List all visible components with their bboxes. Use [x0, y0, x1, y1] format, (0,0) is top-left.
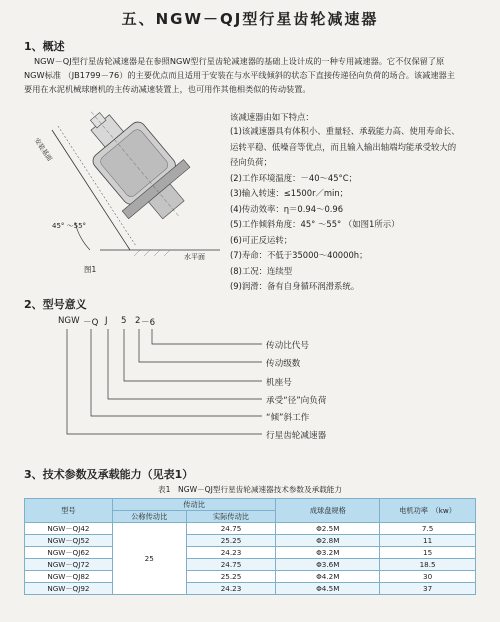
header-power: 电机功率 （kw）	[380, 499, 476, 523]
table-row	[25, 559, 476, 571]
meaning-ratio-code: 传动比代号	[266, 341, 309, 351]
section-heading-model-meaning: 2、型号意义	[24, 298, 87, 311]
cell-power: 7.5	[380, 523, 476, 535]
overview-line: NGW标准 （JB1799－76）的主要优点而且适用于安装在与水平线倾斜的状态下直接传递径向负荷的场合。该减速器主	[24, 70, 455, 80]
header-ratio-group: 传动比	[112, 499, 276, 511]
features-intro: 该减速器由如下特点：	[230, 112, 314, 122]
cell-mill: Φ2.5M	[276, 523, 380, 535]
code-j: J	[105, 316, 108, 326]
feature-item: 运转平稳、低噪音等优点，而且输入输出轴端均能承受较大的	[230, 141, 457, 152]
feature-item: (5)工作倾斜角度：45° ～55° （如图1所示）	[230, 219, 400, 229]
page-title: 五、NGW－QJ型行星齿轮减速器	[121, 10, 379, 28]
header-mill: 成球盘规格	[276, 499, 380, 523]
cell-mill: Φ4.5M	[276, 583, 380, 595]
cell-actual: 24.23	[186, 583, 276, 595]
feature-item: (4)传动效率：η＝0.94～0.96	[230, 203, 344, 214]
cell-mill: Φ3.6M	[276, 559, 380, 571]
header-model: 型号	[25, 499, 113, 523]
cell-model: NGW－QJ62	[25, 547, 113, 559]
cell-actual: 24.75	[186, 523, 276, 535]
section-heading-overview: 1、概述	[24, 40, 65, 53]
cell-power: 30	[380, 571, 476, 583]
cell-power: 18.5	[380, 559, 476, 571]
figure-caption: 图1	[84, 265, 97, 274]
feature-item: (2)工作环境温度：－40～45°C；	[230, 172, 357, 183]
feature-item: (9)润滑：备有自身循环润滑系统。	[230, 281, 360, 291]
cell-model: NGW－QJ82	[25, 571, 113, 583]
cell-model: NGW－QJ52	[25, 535, 113, 547]
table-row	[25, 523, 476, 535]
table-row	[25, 535, 476, 547]
spec-table	[24, 498, 476, 595]
feature-item: (7)寿命：不低于35000～40000h；	[230, 250, 368, 260]
horizontal-label: 水平面	[184, 253, 205, 261]
table-row	[25, 583, 476, 595]
overview-line: NGW－QJ型行星齿轮减速器是在参照NGW型行星齿轮减速器的基础上设计成的一种专用减速器。它不仅保留了原	[34, 56, 445, 66]
table-row	[25, 571, 476, 583]
cell-mill: Φ2.8M	[276, 535, 380, 547]
meaning-inclined: “倾”斜工作	[266, 413, 310, 423]
table-row	[25, 547, 476, 559]
header-actual: 实际传动比	[186, 511, 276, 523]
cell-model: NGW－QJ42	[25, 523, 113, 535]
overview-line: 要用在水泥机械球磨机的主传动减速装置上，也可用作其他相类似的传动装置。	[24, 84, 311, 94]
cell-power: 11	[380, 535, 476, 547]
code-stage: 2	[135, 316, 141, 326]
meaning-stage: 传动级数	[266, 359, 301, 369]
meaning-planetary-reducer: 行星齿轮减速器	[266, 431, 327, 441]
table-title: 表1 NGW－QJ型行星齿轮减速器技术参数及承载能力	[158, 485, 342, 494]
section-heading-tech-params: 3、技术参数及承载能力（见表1）	[24, 468, 194, 481]
cell-nominal: 25	[112, 523, 186, 595]
feature-item: (6)可正反运转；	[230, 234, 293, 245]
cell-actual: 25.25	[186, 535, 276, 547]
cell-power: 15	[380, 547, 476, 559]
cell-model: NGW－QJ92	[25, 583, 113, 595]
feature-item: (1)该减速器具有体积小、重量轻、承载能力高、使用寿命长、	[230, 126, 460, 136]
code-size: 5	[121, 316, 127, 326]
meaning-radial-load: 承受“径”向负荷	[266, 396, 327, 406]
cell-mill: Φ3.2M	[276, 547, 380, 559]
code-q: －Q	[83, 318, 99, 328]
angle-label: 45° ～55°	[52, 222, 87, 230]
feature-item: (8)工况：连续型	[230, 265, 293, 276]
cell-actual: 24.75	[186, 559, 276, 571]
code-ngw: NGW	[58, 316, 80, 326]
cell-model: NGW－QJ72	[25, 559, 113, 571]
feature-item: (3)输入转速：≤1500r／min；	[230, 188, 349, 198]
cell-mill: Φ4.2M	[276, 571, 380, 583]
cell-actual: 25.25	[186, 571, 276, 583]
meaning-frame-number: 机座号	[266, 378, 292, 388]
code-ratio: －6	[141, 318, 156, 328]
cell-power: 37	[380, 583, 476, 595]
install-face-label: 安装基面	[32, 136, 54, 163]
header-nominal: 公称传动比	[112, 511, 186, 523]
cell-actual: 24.23	[186, 547, 276, 559]
feature-item: 径向负荷；	[230, 157, 272, 167]
